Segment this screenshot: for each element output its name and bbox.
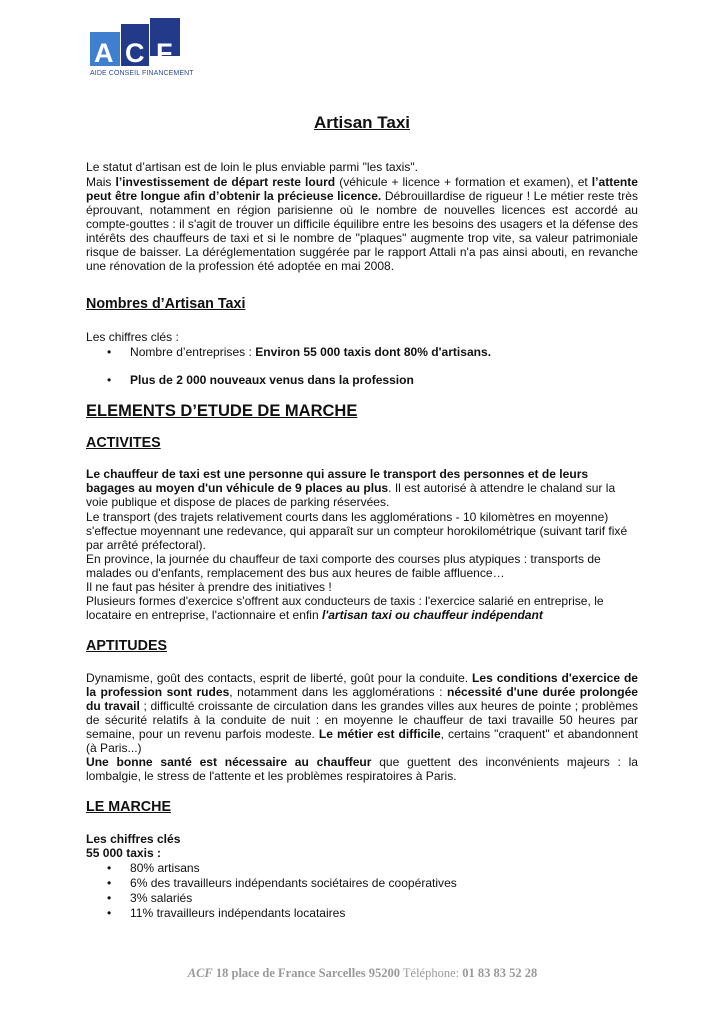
bullet: •: [107, 861, 112, 875]
bullet: •: [107, 345, 112, 359]
logo-letter: A: [94, 38, 114, 68]
marche-heading: LE MARCHE: [86, 799, 171, 815]
activites-p2: Le transport (des trajets relativement courts dans les agglomérations - 10 kilomètres en moyenne) s'effectue moyennant une redevance, qui apparaît sur un compteur horokilométrique (suivant tarif fixé par arrêté préfectoral).: [86, 510, 628, 552]
intro-line: Le statut d’artisan est de loin le plus enviable parmi "les taxis".: [86, 160, 418, 174]
logo-letter: F: [156, 38, 173, 68]
nombres-heading: Nombres d’Artisan Taxi: [86, 296, 246, 312]
activites-heading: ACTIVITES: [86, 435, 161, 451]
bullet: •: [107, 876, 112, 890]
nombres-intro: Les chiffres clés :: [86, 330, 179, 344]
footer-phone-label: Téléphone:: [402, 966, 460, 980]
page-title: Artisan Taxi: [313, 113, 411, 132]
aptitudes-heading: APTITUDES: [86, 638, 168, 654]
intro-paragraph: Mais l’investissement de départ reste lourd (véhicule + licence + formation et examen), et l’attente peut être longue afin d’obtenir la précieuse licence. Débrouillardise de rigueur ! Le métier reste très éprouvant, notamment en région parisienne où le nombre de nouvelles licences est accordé au compte-gouttes : il s'agit de trouver un difficile équilibre entre les besoins des usagers et la défense des intérêts des chauffeurs de taxi et si le nombre de "plaques" augmente trop vite, sa valeur patrimoniale risque de baisser. La déréglementation suggérée par le rapport Attali n'a pas ainsi abouti, en revanche une rénovation de la profession été adoptée en mai 2008.: [86, 175, 639, 273]
activites-p5: Plusieurs formes d'exercice s'offrent aux conducteurs de taxis : l'exercice salarié en entreprise, le locataire en entreprise, l'actionnaire et enfin l'artisan taxi ou chauffeur indépendant: [86, 594, 604, 622]
footer-phone: 01 83 83 52 28: [462, 966, 538, 980]
footer-brand: ACF: [187, 966, 213, 980]
aptitudes-p2: Une bonne santé est nécessaire au chauffeur que guettent des inconvénients majeurs : la lombalgie, le stress de l'attente et les problèmes respiratoires à Paris.: [86, 755, 638, 783]
marche-sub1: Les chiffres clés: [86, 832, 181, 846]
bullet: •: [107, 891, 112, 905]
marche-sub2: 55 000 taxis :: [86, 846, 162, 860]
page-footer: [0, 966, 725, 981]
logo-subtitle: AIDE CONSEIL FINANCEMENT: [90, 70, 194, 77]
etude-heading: ELEMENTS D’ETUDE DE MARCHE: [86, 402, 358, 420]
activites-p1: Le chauffeur de taxi est une personne qui assure le transport des personnes et de leurs bagages au moyen d'un véhicule de 9 places au plus. Il est autorisé à attendre le chaland sur la voie publique et dispose de places de parking réservées.: [86, 467, 616, 509]
bullet: •: [107, 373, 112, 387]
bullet: •: [107, 906, 112, 920]
footer-address: 18 place de France Sarcelles 95200: [215, 966, 400, 980]
logo-letter: C: [125, 38, 145, 68]
activites-p4: Il ne faut pas hésiter à prendre des initiatives !: [86, 580, 332, 594]
logo-letters: [94, 38, 173, 68]
activites-p3: En province, la journée du chauffeur de taxi comporte des courses plus atypiques : transports de malades ou d'enfants, remplacement des bus aux heures de faible affluence…: [86, 552, 601, 580]
aptitudes-p1: Dynamisme, goût des contacts, esprit de liberté, goût pour la conduite. Les conditions d'exercice de la profession sont rudes, notamment dans les agglomérations : nécessité d'une durée prolongée du travail ; difficulté croissante de circulation dans les grandes villes aux heures de pointe ; problèmes de sécurité relatifs à la conduite de nuit : en moyenne le chauffeur de taxi travaille 50 heures par semaine, pour un revenu parfois modeste. Le métier est difficile, certains "craquent" et abandonnent (à Paris...): [86, 671, 639, 755]
